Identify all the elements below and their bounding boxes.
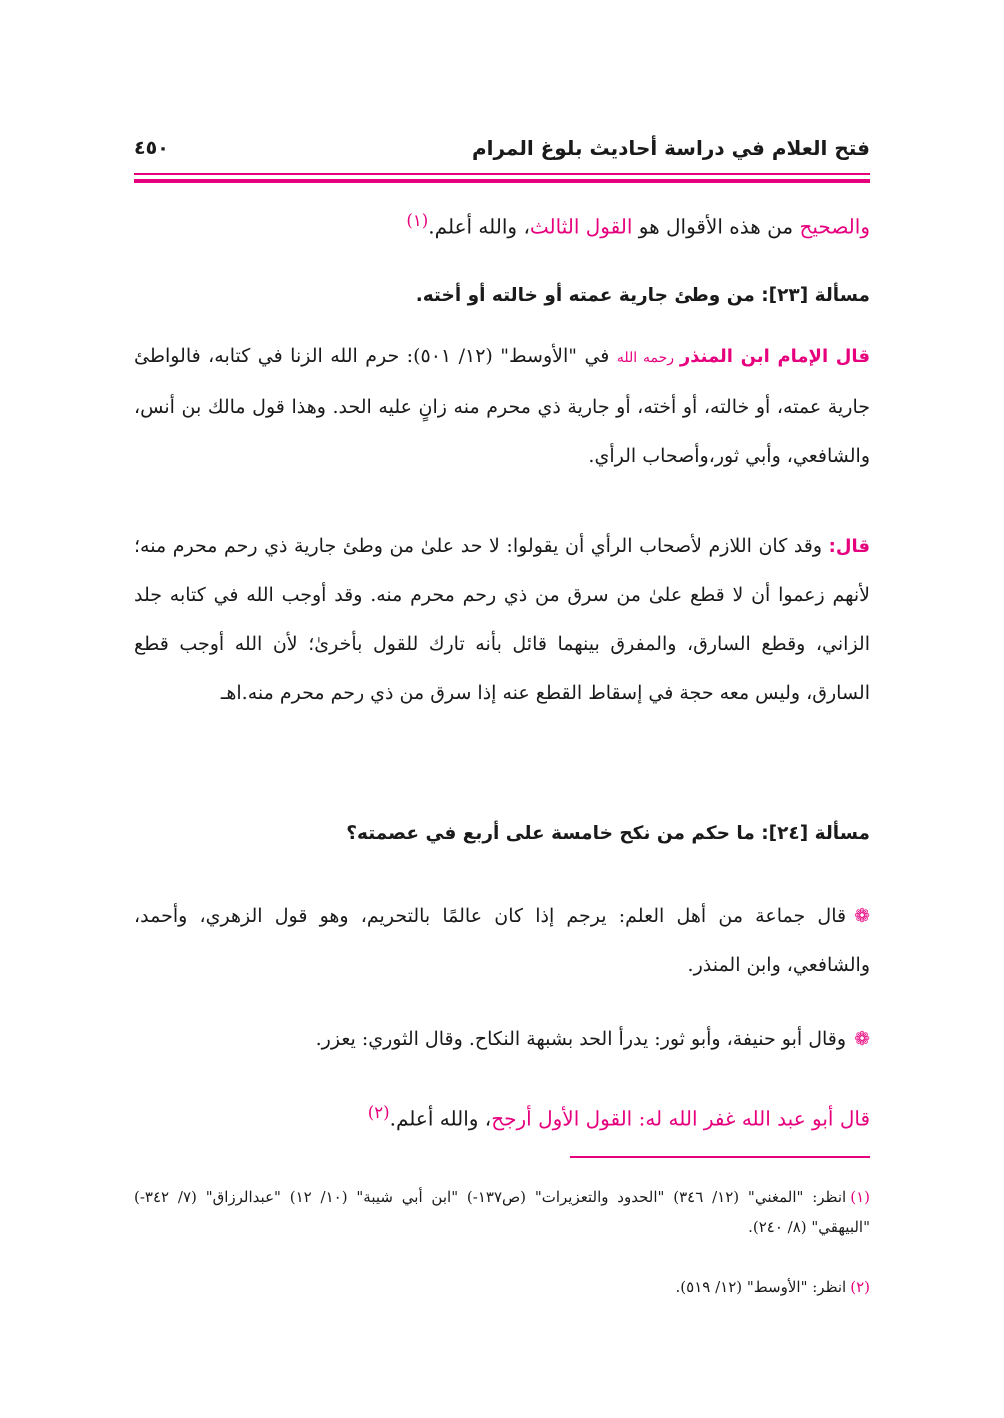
bullet-text-2: وقال أبو حنيفة، وأبو ثور: يدرأ الحد بشبهة النكاح. وقال الثوري: يعزر. (315, 1028, 847, 1050)
paragraph-lead-ibn-almundhir: قال الإمام ابن المنذر (679, 346, 870, 367)
page-header (134, 128, 870, 168)
question-24-heading: مسألة [٢٤]: ما حكم من نكح خامسة على أربع في عصمته؟ (346, 823, 870, 844)
footnote-2 (134, 1272, 870, 1302)
conclusion-tail: ، والله أعلم. (389, 1106, 492, 1131)
footnote-1 (134, 1182, 870, 1242)
footnote-separator (570, 1156, 870, 1158)
conclusion-paragraph (134, 1088, 870, 1144)
page-number: ٤٥٠ (134, 137, 169, 159)
header-rule-thick (134, 179, 870, 183)
intro-tail: ، والله أعلم. (428, 214, 530, 239)
book-title: فتح العلام في دراسة أحاديث بلوغ المرام (471, 136, 870, 160)
bullet-item-1 (134, 892, 870, 990)
paragraph-ibn-almundhir (134, 332, 870, 481)
paragraph-body-qal: وقد كان اللازم لأصحاب الرأي أن يقولوا: لا حد علىٰ من وطئ جارية ذي رحم محرم منه؛ لأنهم زعموا أن لا قطع علىٰ من سرق من ذي رحم محرم منه. وقد أوجب الله في كتابه جلد الزاني، وقطع السارق، والمفرق بينهما قائل بأنه تارك للقول بأخرىٰ؛ لأن الله أوجب قطع السارق، وليس معه حجة في إسقاط القطع عنه إذا سرق من ذي رحم محرم منه.اهـ (134, 535, 870, 704)
honorific-text: رحمه الله (616, 350, 680, 366)
paragraph-qal (134, 522, 870, 718)
bullet-text-1: قال جماعة من أهل العلم: يرجم إذا كان عالمًا بالتحريم، وهو قول الزهري، وأحمد، والشافعي، وابن المنذر. (134, 905, 870, 976)
conclusion-lead: قال أبو عبد الله غفر الله له: (638, 1106, 870, 1131)
conclusion-highlight: القول الأول أرجح (491, 1106, 639, 1131)
intro-lead: والصحيح (799, 214, 870, 239)
header-rule-thin (134, 173, 870, 175)
footnote-number-1: (١) (850, 1188, 870, 1206)
rosette-bullet-icon: ❁ (854, 905, 870, 927)
footnote-text-1: انظر: "المغني" (١٢/ ٣٤٦) "الحدود والتعزيرات" (ص١٣٧-) "ابن أبي شيبة" (١٠/ ١٢) "عبدالرزاق" (٧/ ٣٤٢-) "البيهقي" (٨/ ٢٤٠). (134, 1188, 870, 1236)
intro-paragraph (134, 196, 870, 252)
rosette-bullet-icon: ❁ (854, 1028, 870, 1050)
intro-highlight: القول الثالث (529, 214, 633, 239)
paragraph-body-ibn-almundhir: في "الأوسط" (١٢/ ٥٠١): حرم الله الزنا في كتابه، فالواطئ جارية عمته، أو خالته، أو أخته، أو جارية ذي محرم منه زانٍ عليه الحد. وهذا قول مالك بن أنس، والشافعي، وأبي ثور،وأصحاب الرأي. (134, 345, 870, 467)
footnote-text-2: انظر: "الأوسط" (١٢/ ٥١٩). (675, 1278, 847, 1296)
intro-mid: من هذه الأقوال هو (632, 214, 800, 239)
footnote-ref-2[interactable]: (٢) (367, 1103, 390, 1122)
paragraph-lead-qal: قال: (828, 536, 870, 557)
footnote-number-2: (٢) (850, 1278, 870, 1296)
question-23-heading: مسألة [٢٣]: من وطئ جارية عمته أو خالته أو أخته. (415, 285, 870, 306)
bullet-item-2 (134, 1015, 870, 1064)
footnote-ref-1[interactable]: (١) (406, 211, 429, 230)
